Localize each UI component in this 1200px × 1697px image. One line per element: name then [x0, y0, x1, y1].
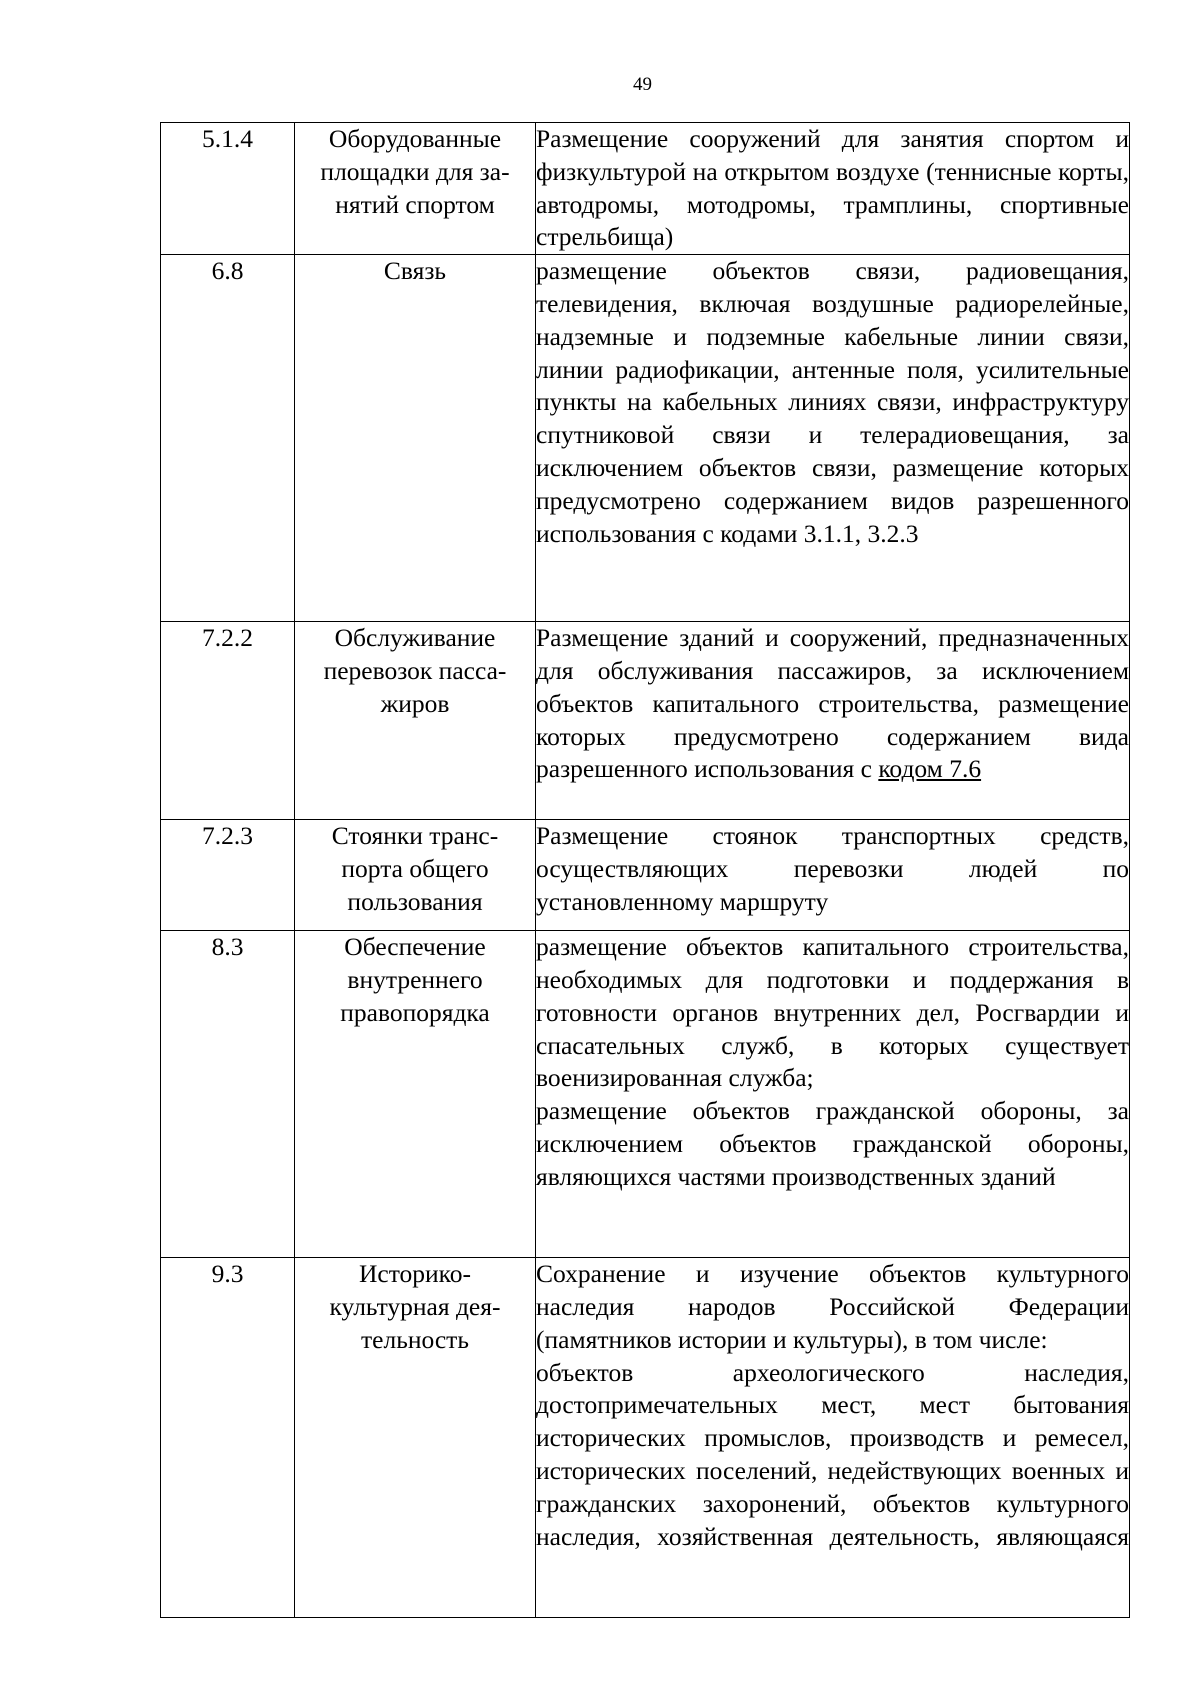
code-link[interactable]: кодом 7.6 — [878, 754, 982, 784]
description-paragraph — [536, 931, 1129, 1095]
row-description — [536, 820, 1130, 931]
description-paragraph — [536, 255, 1129, 550]
row-name-line: Обслуживание — [334, 623, 496, 653]
row-code: 5.1.4 — [161, 123, 295, 255]
row-code: 7.2.3 — [161, 820, 295, 931]
row-name-line: пользования — [347, 886, 483, 916]
row-code: 6.8 — [161, 255, 295, 622]
row-name-line: культурная дея- — [329, 1291, 501, 1321]
description-paragraph — [536, 123, 1129, 254]
row-name-line: нятий спортом — [335, 189, 495, 219]
description-text: Размещение сооружений для занятия спортом и физкультурой на открытом воздухе (теннисные корты, автодромы, мотодромы, трамплины, спортивные стрельбища) — [536, 124, 1129, 252]
row-name — [295, 123, 536, 255]
row-name-line: тельность — [361, 1324, 469, 1354]
row-name-line: порта общего — [341, 853, 489, 883]
row-name-line: Стоянки транс- — [331, 821, 499, 851]
row-description — [536, 1258, 1130, 1618]
row-description — [536, 123, 1130, 255]
row-name — [295, 622, 536, 820]
row-name-line: Связь — [383, 256, 447, 286]
description-paragraph — [536, 1095, 1129, 1193]
row-name-line: жиров — [380, 688, 450, 718]
row-name-line: площадки для за- — [320, 156, 510, 186]
row-description — [536, 931, 1130, 1258]
row-name — [295, 255, 536, 622]
row-name — [295, 820, 536, 931]
description-text: размещение объектов связи, радиовещания, телевидения, включая воздушные радиорелейные, надземные и подземные кабельные линии связи, линии радиофикации, антенные поля, усилительные пункты на кабельных линиях связи, инфраструктуру спутниковой связи и телерадиовещания, за исключением объектов связи, размещение которых предусмотрено содержанием видов разрешенного использования с кодами 3.1.1, 3.2.3 — [536, 256, 1129, 548]
row-code: 7.2.2 — [161, 622, 295, 820]
row-name-line: перевозок пасса- — [323, 655, 507, 685]
row-name-line: правопорядка — [340, 997, 490, 1027]
table-row — [161, 820, 1130, 931]
row-name — [295, 931, 536, 1258]
row-description — [536, 255, 1130, 622]
description-text: Размещение стоянок транспортных средств, осуществляющих перевозки людей по установленному маршруту — [536, 821, 1129, 916]
row-name-line: Историко- — [358, 1259, 472, 1289]
description-text: Размещение зданий и сооружений, предназначенных для обслуживания пассажиров, за исключением объектов капитального строительства, размещение которых предусмотрено содержанием вида разрешенного использования с — [536, 623, 1129, 784]
description-paragraph — [536, 1258, 1129, 1356]
page-number: 49 — [633, 74, 652, 95]
table-row — [161, 123, 1130, 255]
row-name-line: Оборудованные — [328, 124, 502, 153]
description-paragraph — [536, 820, 1129, 918]
table-row — [161, 255, 1130, 622]
table-row — [161, 931, 1130, 1258]
land-use-table — [160, 122, 1130, 1618]
table-row — [161, 622, 1130, 820]
row-name-line: внутреннего — [347, 964, 483, 994]
description-paragraph — [536, 1357, 1129, 1554]
table-row — [161, 1258, 1130, 1618]
description-text: размещение объектов капитального строительства, необходимых для подготовки и поддержания в готовности органов внутренних дел, Росгвардии и спасательных служб, в которых существует военизированная служба; — [536, 932, 1129, 1093]
row-name — [295, 1258, 536, 1618]
description-paragraph — [536, 622, 1129, 786]
description-text: Сохранение и изучение объектов культурного наследия народов Российской Федерации (памятников истории и культуры), в том числе: — [536, 1259, 1129, 1354]
description-text: объектов археологического наследия, достопримечательных мест, мест бытования исторических промыслов, производств и ремесел, исторических поселений, недействующих военных и гражданских захоронений, объектов культурного наследия, хозяйственная деятельность, являющаяся — [536, 1357, 1129, 1551]
row-name-line: Обеспечение — [344, 932, 486, 962]
row-description — [536, 622, 1130, 820]
description-text: размещение объектов гражданской обороны, за исключением объектов гражданской обороны, являющихся частями производственных зданий — [536, 1096, 1129, 1191]
row-code: 8.3 — [161, 931, 295, 1258]
row-code: 9.3 — [161, 1258, 295, 1618]
